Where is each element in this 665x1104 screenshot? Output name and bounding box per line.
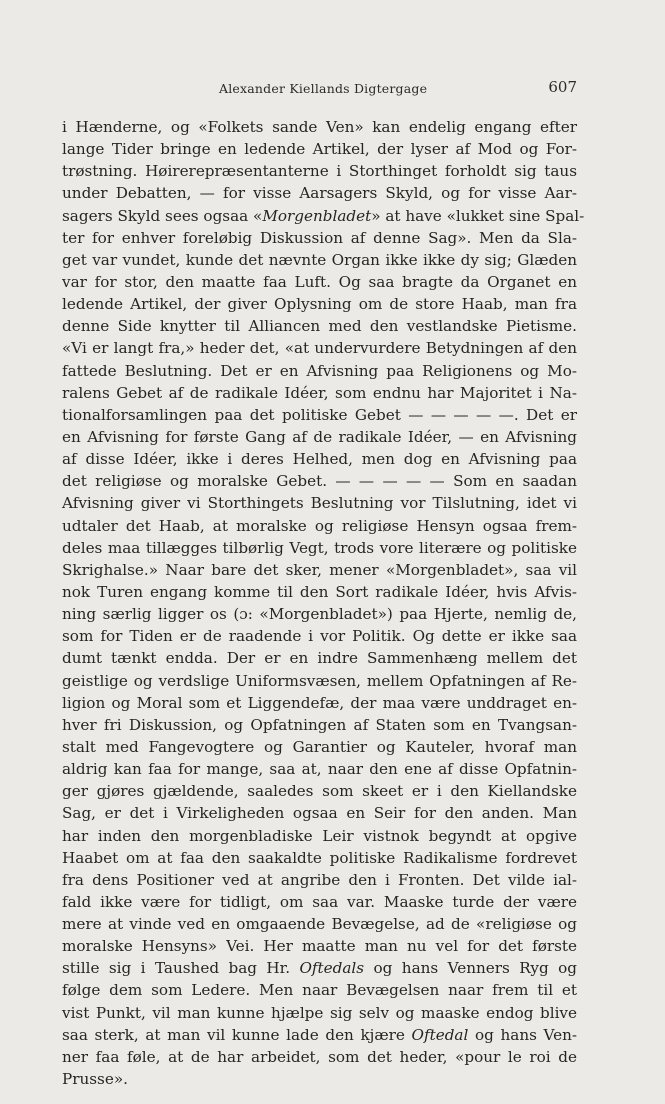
text-line: [62, 1024, 577, 1046]
text-line: [62, 470, 577, 492]
body-text: [62, 116, 585, 1090]
text-segment: » at have «lukket sine Spal-: [371, 206, 585, 225]
text-line: [62, 559, 577, 581]
text-segment: under Debatten, — for visse Aarsagers Skyld, og for visse Aar-: [62, 184, 577, 203]
text-line: [62, 315, 577, 337]
text-line: [62, 935, 577, 957]
text-line: [62, 404, 577, 426]
text-line: [62, 957, 577, 979]
text-line: [62, 670, 577, 692]
text-segment: fra dens Positioner ved at angribe den i Fronten. Det vilde ial-: [62, 870, 577, 889]
text-line: [62, 426, 577, 448]
text-segment: trøstning. Høirerepræsentanterne i Storthinget forholdt sig taus: [62, 162, 577, 181]
text-segment: Afvisning giver vi Storthingets Beslutning vor Tilslutning, idet vi: [62, 494, 577, 513]
text-line: [62, 382, 577, 404]
text-segment: vist Punkt, vil man kunne hjælpe sig selv og maaske endog blive: [62, 1003, 577, 1022]
text-line: [62, 758, 577, 780]
text-segment: lange Tider bringe en ledende Artikel, der lyser af Mod og For-: [62, 140, 577, 159]
text-line: [62, 891, 577, 913]
text-segment: Sag, er det i Virkeligheden ogsaa en Seir for den anden. Man: [62, 804, 577, 823]
text-segment: ralens Gebet af de radikale Idéer, som endnu har Majoritet i Na-: [62, 383, 577, 402]
text-line: [62, 182, 577, 204]
text-segment: og hans Venners Ryg og: [364, 959, 577, 978]
text-segment: Prusse».: [62, 1070, 128, 1089]
text-segment: dumt tænkt endda. Der er en indre Sammenhæng mellem det: [62, 649, 577, 668]
text-segment: Haabet om at faa den saakaldte politiske Radikalisme fordrevet: [62, 848, 577, 867]
text-segment: ter for enhver foreløbig Diskussion af denne Sag». Men da Sla-: [62, 228, 577, 247]
text-segment: sagers Skyld sees ogsaa «: [62, 206, 263, 225]
text-segment: af disse Idéer, ikke i deres Helhed, men dog en Afvisning paa: [62, 450, 577, 469]
text-line: [62, 869, 577, 891]
page-number: 607: [548, 78, 577, 96]
text-line: [62, 979, 577, 1001]
text-line: [62, 714, 577, 736]
text-line: [62, 913, 577, 935]
text-line: [62, 337, 577, 359]
italic-name: Oftedals: [299, 959, 365, 978]
text-line: [62, 692, 577, 714]
text-line: [62, 138, 577, 160]
text-segment: nok Turen engang komme til den Sort radikale Idéer, hvis Afvis-: [62, 582, 577, 601]
text-segment: fald ikke være for tidligt, om saa var. Maaske turde der være: [62, 892, 577, 911]
text-line: [62, 647, 577, 669]
text-segment: som for Tiden er de raadende i vor Politik. Og dette er ikke saa: [62, 627, 577, 646]
text-line: [62, 293, 577, 315]
text-line: [62, 603, 577, 625]
text-line: [62, 492, 577, 514]
text-line: [62, 1046, 577, 1068]
text-segment: denne Side knytter til Alliancen med den vestlandske Pietisme.: [62, 317, 577, 336]
text-line: [62, 360, 577, 382]
text-segment: ligion og Moral som et Liggendefæ, der maa være unddraget en-: [62, 693, 577, 712]
text-segment: moralske Hensyns» Vei. Her maatte man nu vel for det første: [62, 937, 577, 956]
text-line: [62, 1068, 577, 1090]
text-line: [62, 537, 577, 559]
text-segment: deles maa tillægges tilbørlig Vegt, trods vore literære og politiske: [62, 538, 577, 557]
text-segment: aldrig kan faa for mange, saa at, naar den ene af disse Opfatnin-: [62, 760, 577, 779]
text-segment: stille sig i Taushed bag Hr.: [62, 959, 300, 978]
text-line: [62, 227, 577, 249]
text-segment: var for stor, den maatte faa Luft. Og saa bragte da Organet en: [62, 272, 577, 291]
text-segment: ner faa føle, at de har arbeidet, som det heder, «pour le roi de: [62, 1047, 577, 1066]
text-segment: det religiøse og moralske Gebet. — — — — — Som en saadan: [62, 472, 577, 491]
text-segment: følge dem som Ledere. Men naar Bevægelsen naar frem til et: [62, 981, 577, 1000]
italic-name: Oftedal: [411, 1025, 469, 1044]
text-line: [62, 160, 577, 182]
text-line: [62, 847, 577, 869]
text-line: [62, 780, 577, 802]
page-header: [62, 76, 577, 98]
text-segment: saa sterk, at man vil kunne lade den kjære: [62, 1025, 412, 1044]
text-line: [62, 736, 577, 758]
text-segment: udtaler det Haab, at moralske og religiøse Hensyn ogsaa frem-: [62, 516, 577, 535]
text-segment: «Vi er langt fra,» heder det, «at undervurdere Betydningen af den: [62, 339, 577, 358]
text-segment: i Hænderne, og «Folkets sande Ven» kan endelig engang efter: [62, 118, 577, 136]
text-segment: Skrighalse.» Naar bare det sker, mener «Morgenbladet», saa vil: [62, 560, 577, 579]
text-segment: mere at vinde ved en omgaaende Bevægelse, ad de «religiøse og: [62, 915, 577, 934]
text-line: [62, 802, 577, 824]
text-line: [62, 249, 577, 271]
text-segment: hver fri Diskussion, og Opfatningen af Staten som en Tvangsan-: [62, 715, 577, 734]
text-line: [62, 205, 585, 227]
running-title: Alexander Kiellands Digtergage: [219, 81, 428, 96]
text-line: [62, 271, 577, 293]
text-segment: get var vundet, kunde det nævnte Organ ikke ikke dy sig; Glæden: [62, 250, 577, 269]
text-segment: ning særlig ligger os (ɔ: «Morgenbladet») paa Hjerte, nemlig de,: [62, 605, 577, 624]
text-segment: tionalforsamlingen paa det politiske Gebet — — — — —. Det er: [62, 405, 577, 424]
text-segment: fattede Beslutning. Det er en Afvisning paa Religionens og Mo-: [62, 361, 577, 380]
text-line: [62, 581, 577, 603]
text-line: [62, 625, 577, 647]
text-segment: en Afvisning for første Gang af de radikale Idéer, — en Afvisning: [62, 427, 577, 446]
text-line: [62, 515, 577, 537]
text-segment: stalt med Fangevogtere og Garantier og Kauteler, hvoraf man: [62, 737, 577, 756]
text-segment: har inden den morgenbladiske Leir vistnok begyndt at opgive: [62, 826, 577, 845]
text-line: [62, 1002, 577, 1024]
text-segment: og hans Ven-: [468, 1025, 578, 1044]
italic-name: Morgenbladet: [262, 206, 372, 225]
text-segment: ger gjøres gjældende, saaledes som skeet er i den Kiellandske: [62, 782, 577, 801]
text-segment: ledende Artikel, der giver Oplysning om de store Haab, man fra: [62, 295, 577, 314]
text-segment: geistlige og verdslige Uniformsvæsen, mellem Opfatningen af Re-: [62, 671, 577, 690]
text-line: [62, 825, 577, 847]
text-line: [62, 116, 577, 138]
text-line: [62, 448, 577, 470]
